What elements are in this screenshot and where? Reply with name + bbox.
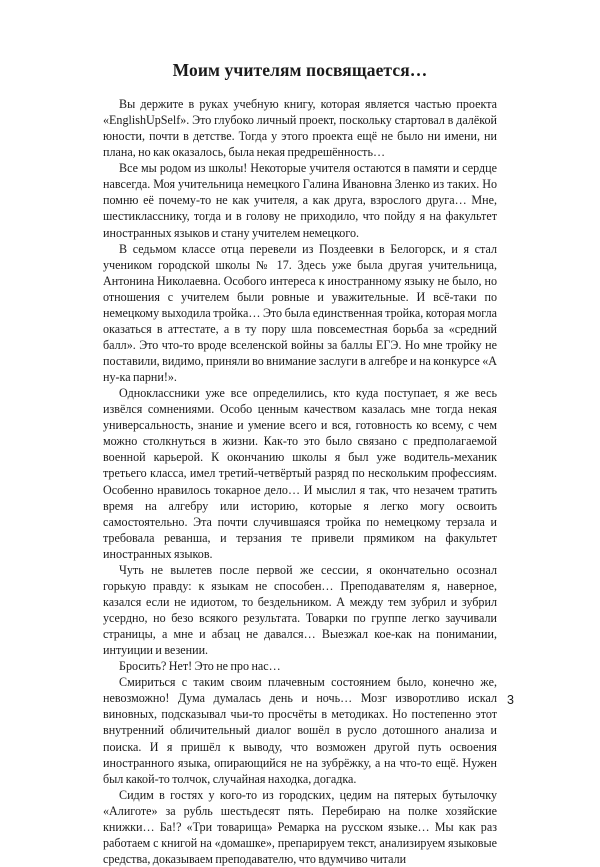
paragraph: Смириться с таким своим плачевным состоянием было, конечно же, невозможно! Дума думалась день и ночь… Мозг изворотливо искал виновных, подсказывал чьи-то просчёты в методиках. Но постепенно этот внутренний обличительный диалог вошёл в русло дотошного анализа и поиска. И я пришёл к выводу, что возможен другой путь освоения иностранного языка, опирающийся не на зубрёжку, а на что-то ещё. Нужен был какой-то толчок, случайная находка, догадка. bbox=[103, 675, 497, 786]
paragraph: Все мы родом из школы! Некоторые учителя остаются в памяти и сердце навсегда. Моя учительница немецкого Галина Ивановна Зленко из таких. Но помню её почему-то не как учителя, а как друга, взрослого друга… Мне, шестикласснику, тогда и в голову не приходило, что пойду я на факультет иностранных языков и стану учителем немецкого. bbox=[103, 161, 497, 240]
paragraph: Одноклассники уже все определились, кто куда поступает, я же весь извёлся сомнениями. Особо ценным качеством казалась мне тогда некая универсальность, знание и умение всего и вся, готовность ко всему, с чем можно столкнуться в жизни. Как-то это было связано с предполагаемой военной карьерой. К окончанию школы я был уже водитель-механик третьего класса, имел третий-четвёртый разряд по нескольким профессиям. Особенно нравилось токарное дело… И мыслил я так, что незачем тратить время на алгебру или историю, которые я легко могу освоить самостоятельно. Эта почти случившаяся тройка по немецкому терзала и требовала реванша, и терзания те привели прямиком на факультет иностранных языков. bbox=[103, 386, 497, 561]
page-title: Моим учителям посвящается… bbox=[172, 60, 428, 80]
text-body bbox=[103, 96, 497, 867]
paragraph: В седьмом классе отца перевели из Поздеевки в Белогорск, и я стал учеником городской школы № 17. Здесь уже была другая учительница, Антонина Николаевна. Особого интереса к иностранному языку не было, но отношения с учителем были ровные и уважительные. И всё-таки по немецкому выходила тройка… Это была единственная тройка, которая могла оказаться в аттестате, а в ту пору шла повсеместная борьба за «средний балл». Это что-то вроде вселенской войны за баллы ЕГЭ. Но мне тройку не поставили, видимо, приняли во внимание заслуги в алгебре и на конкурсе «А ну-ка парни!». bbox=[103, 241, 497, 385]
paragraph: Чуть не вылетев после первой же сессии, я окончательно осознал горькую правду: к языкам не способен… Преподавателям я, наверное, казался если не идиотом, то бездельником. А между тем зубрил и зубрил усердно, но безо всякого результата. Товарки по группе легко заучивали страницы, а мне и абзац не давался… Выезжал кое-как на понимании, интуиции и везении. bbox=[103, 562, 497, 658]
page-number: 3 bbox=[507, 693, 514, 707]
paragraph: Вы держите в руках учебную книгу, которая является частью проекта «EnglishUpSelf». Это глубоко личный проект, поскольку стартовал в далёкой юности, почти в детстве. Тогда у этого проекта ещё не было ни имени, ни плана, но как оказалось, была некая предрешённость… bbox=[103, 97, 497, 160]
paragraph: Бросить? Нет! Это не про нас… bbox=[119, 659, 281, 674]
paragraph: Сидим в гостях у кого-то из городских, цедим на пятерых бутылочку «Алиготе» за рубль шестьдесят пять. Перебираю на полке хозяйские книжки… Ба!? «Три товарища» Ремарка на русском языке… Мы как раз работаем с книгой на «домашке», препарируем текст, анализируем языковые средства, доказываем преподавателю, что вдумчиво читали bbox=[103, 787, 497, 866]
